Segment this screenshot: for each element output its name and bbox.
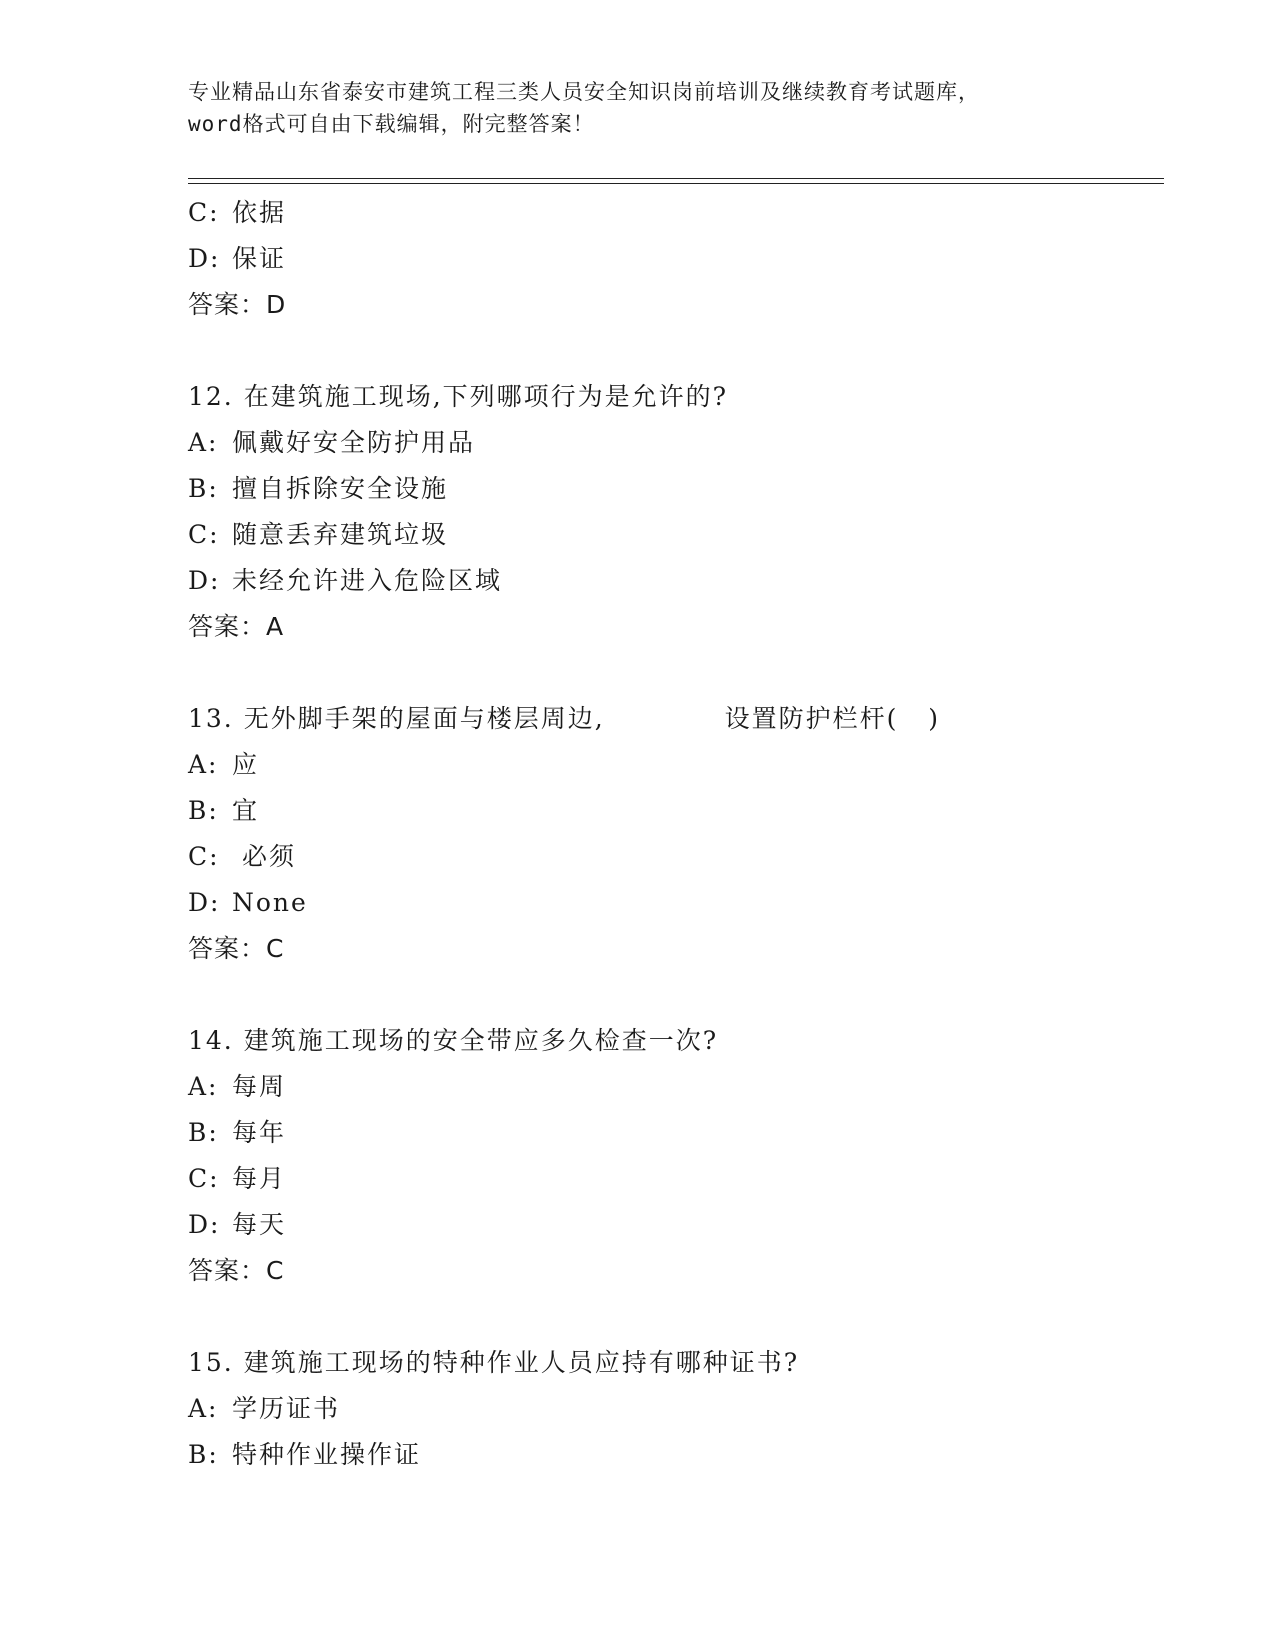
option-a	[188, 420, 1168, 466]
option-d	[188, 1202, 1168, 1248]
option-c	[188, 1156, 1168, 1202]
option-text: 学历证书	[232, 1394, 341, 1423]
option-letter: A:	[188, 750, 219, 779]
option-a	[188, 742, 1168, 788]
option-b	[188, 1110, 1168, 1156]
question-stem	[188, 696, 1168, 742]
option-letter: C:	[188, 1164, 220, 1193]
option-b	[188, 1432, 1168, 1478]
option-text: 宜	[232, 796, 260, 825]
question-stem	[188, 1340, 1168, 1386]
option-text: 每天	[232, 1210, 287, 1239]
document-header	[188, 76, 1088, 140]
option-letter: D:	[188, 888, 221, 917]
option-letter: D:	[188, 244, 221, 273]
option-letter: C:	[188, 842, 220, 871]
question-text: 建筑施工现场的安全带应多久检查一次?	[243, 1026, 719, 1055]
answer-line: 答案：C	[188, 1256, 285, 1285]
question-number: 14.	[188, 1026, 234, 1055]
option-b	[188, 788, 1168, 834]
option-letter: A:	[188, 1072, 219, 1101]
option-text: 应	[232, 750, 260, 779]
option-d	[188, 558, 1168, 604]
option-c	[188, 190, 1168, 236]
option-letter: B:	[188, 1118, 219, 1147]
option-d	[188, 880, 1168, 926]
answer-line: 答案：C	[188, 934, 285, 963]
option-text: 未经允许进入危险区域	[232, 566, 503, 595]
option-text: 每周	[232, 1072, 287, 1101]
header-line-2: word格式可自由下载编辑，附完整答案！	[188, 112, 595, 136]
answer-line: 答案：D	[188, 290, 287, 319]
option-text: 依据	[232, 198, 287, 227]
question-list	[188, 190, 1168, 1478]
option-text: 佩戴好安全防护用品	[232, 428, 476, 457]
question-stem	[188, 374, 1168, 420]
question-text: 建筑施工现场的特种作业人员应持有哪种证书?	[243, 1348, 800, 1377]
option-letter: B:	[188, 474, 219, 503]
option-letter: A:	[188, 1394, 219, 1423]
question-number: 12.	[188, 382, 234, 411]
answer-line: 答案：A	[188, 612, 285, 641]
option-d	[188, 236, 1168, 282]
option-c	[188, 512, 1168, 558]
option-letter: C:	[188, 198, 220, 227]
option-text: 随意丢弃建筑垃圾	[232, 520, 449, 549]
option-letter: D:	[188, 566, 221, 595]
option-text: 必须	[232, 842, 296, 871]
option-a	[188, 1064, 1168, 1110]
option-letter: D:	[188, 1210, 221, 1239]
option-text: None	[232, 888, 308, 917]
option-a	[188, 1386, 1168, 1432]
header-line-1: 专业精品山东省泰安市建筑工程三类人员安全知识岗前培训及继续教育考试题库，	[188, 80, 980, 104]
option-letter: A:	[188, 428, 219, 457]
question-text: 在建筑施工现场,下列哪项行为是允许的?	[243, 382, 729, 411]
option-letter: B:	[188, 1440, 219, 1469]
header-divider-bottom	[188, 183, 1164, 184]
option-b	[188, 466, 1168, 512]
question-text-after-blank: 设置防护栏杆( )	[724, 704, 941, 733]
option-text: 特种作业操作证	[232, 1440, 422, 1469]
option-text: 擅自拆除安全设施	[232, 474, 449, 503]
option-text: 保证	[232, 244, 287, 273]
option-text: 每月	[232, 1164, 287, 1193]
question-stem	[188, 1018, 1168, 1064]
option-letter: C:	[188, 520, 220, 549]
option-c	[188, 834, 1168, 880]
question-text: 无外脚手架的屋面与楼层周边,	[243, 704, 605, 733]
question-number: 15.	[188, 1348, 234, 1377]
option-text: 每年	[232, 1118, 287, 1147]
question-number: 13.	[188, 704, 234, 733]
header-divider-top	[188, 178, 1164, 179]
option-letter: B:	[188, 796, 219, 825]
